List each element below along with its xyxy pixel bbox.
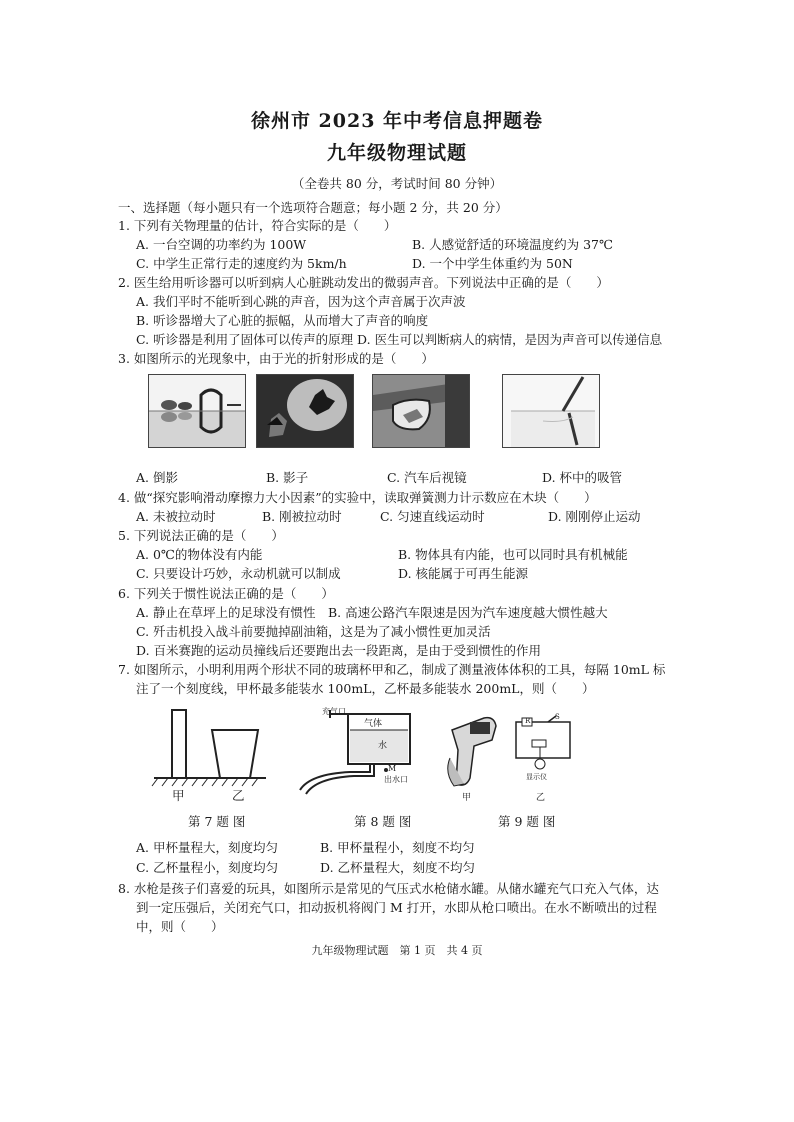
fig8-label-gas: 气体: [364, 719, 383, 729]
q3-stem: 3. 如图所示的光现象中，由于光的折射形成的是（ ）: [118, 351, 434, 366]
figure-7-caption: 第 7 题 图: [188, 814, 246, 829]
figure-8-caption: 第 8 题 图: [354, 814, 412, 829]
exam-title: 徐州市 2023 年中考信息押题卷: [250, 110, 544, 132]
q7-option-c: C. 乙杯量程小，刻度均匀: [136, 860, 279, 875]
q5-option-b: B. 物体具有内能，也可以同时具有机械能: [398, 547, 628, 562]
figure-7-cups: [150, 700, 270, 800]
q4-option-d: D. 刚刚停止运动: [548, 509, 641, 524]
q3-option-b: B. 影子: [266, 470, 309, 485]
fig8-label-outlet: 出水口: [384, 775, 408, 784]
q6-option-c: C. 歼击机投入战斗前要抛掉副油箱，这是为了减小惯性更加灵活: [136, 624, 491, 639]
section-heading: 一、选择题（每小题只有一个选项符合题意；每小题 2 分，共 20 分）: [118, 200, 508, 215]
fig9-label-s: S: [555, 713, 560, 721]
exam-note: （全卷共 80 分，考试时间 80 分钟）: [291, 176, 503, 191]
q4-stem: 4. 做“探究影响滑动摩擦力大小因素”的实验中，读取弹簧测力计示数应在木块（ ）: [118, 490, 597, 505]
q8-line3: 中，则（ ）: [136, 919, 224, 934]
q2-option-cd: C. 听诊器是利用了固体可以传声的原理 D. 医生可以判断病人的病情，是因为声音可以传递信息: [136, 332, 663, 347]
q1-option-d: D. 一个中学生体重约为 50N: [412, 256, 573, 271]
fig7-label-yi: 乙: [232, 788, 245, 803]
q7-option-d: D. 乙杯量程大，刻度不均匀: [320, 860, 476, 875]
q2-option-a: A. 我们平时不能听到心跳的声音，因为这个声音属于次声波: [136, 294, 466, 309]
q1-option-c: C. 中学生正常行走的速度约为 5km/h: [136, 256, 347, 271]
fig8-label-water: 水: [378, 741, 388, 751]
fig9-label-jia: 甲: [462, 793, 472, 803]
photo-shadow: [256, 374, 354, 448]
exam-subtitle: 九年级物理试题: [326, 142, 467, 164]
q5-option-a: A. 0℃的物体没有内能: [136, 547, 263, 562]
q7-stem-line1: 7. 如图所示，小明利用两个形状不同的玻璃杯甲和乙，制成了测量液体体积的工具，每隔 10mL 标: [118, 662, 666, 677]
q7-option-a: A. 甲杯量程大，刻度均匀: [136, 840, 278, 855]
q5-stem: 5. 下列说法正确的是（ ）: [118, 528, 284, 543]
fig8-label-m: M: [388, 764, 397, 773]
q4-option-a: A. 未被拉动时: [136, 509, 216, 524]
q3-option-a: A. 倒影: [136, 470, 178, 485]
fig9-label-display: 显示仪: [526, 773, 547, 781]
fig9-label-r: R: [525, 717, 531, 725]
q1-option-a: A. 一台空调的功率约为 100W: [136, 237, 307, 252]
q8-line2: 到一定压强后，关闭充气口，扣动扳机将阀门 M 打开，水即从枪口喷出。在水不断喷出的过程: [136, 900, 657, 915]
q5-option-d: D. 核能属于可再生能源: [398, 566, 529, 581]
q6-option-ab: A. 静止在草坪上的足球没有惯性 B. 高速公路汽车限速是因为汽车速度越大惯性越大: [136, 605, 608, 620]
q2-stem: 2. 医生给用听诊器可以听到病人心脏跳动发出的微弱声音。下列说法中正确的是（ ）: [118, 275, 609, 290]
q4-option-c: C. 匀速直线运动时: [380, 509, 485, 524]
photo-reflection: [148, 374, 246, 448]
photo-rear-mirror: [372, 374, 470, 448]
q3-option-d: D. 杯中的吸管: [542, 470, 623, 485]
q6-stem: 6. 下列关于惯性说法正确的是（ ）: [118, 586, 334, 601]
fig7-label-jia: 甲: [172, 788, 185, 803]
q5-option-c: C. 只要设计巧妙，永动机就可以制成: [136, 566, 341, 581]
q1-stem: 1. 下列有关物理量的估计，符合实际的是（ ）: [118, 218, 397, 233]
q7-option-b: B. 甲杯量程小，刻度不均匀: [320, 840, 475, 855]
photo-straw-in-cup: [502, 374, 600, 448]
q3-option-c: C. 汽车后视镜: [387, 470, 467, 485]
figure-8-water-tank: [290, 700, 420, 800]
q6-option-d: D. 百米赛跑的运动员撞线后还要跑出去一段距离，是由于受到惯性的作用: [136, 643, 542, 658]
q1-option-b: B. 人感觉舒适的环境温度约为 37℃: [412, 237, 613, 252]
q4-option-b: B. 刚被拉动时: [262, 509, 342, 524]
q7-stem-line2: 注了一个刻度线，甲杯最多能装水 100mL，乙杯最多能装水 200mL，则（ ）: [136, 681, 595, 696]
q8-line1: 8. 水枪是孩子们喜爱的玩具，如图所示是常见的气压式水枪储水罐。从储水罐充气口充入气体，达: [118, 881, 659, 896]
fig9-label-yi: 乙: [536, 793, 546, 803]
figure-9-caption: 第 9 题 图: [498, 814, 556, 829]
page-footer: 九年级物理试题 第 1 页 共 4 页: [311, 944, 483, 957]
q2-option-b: B. 听诊器增大了心脏的振幅，从而增大了声音的响度: [136, 313, 429, 328]
fig8-label-inlet: 充气口: [322, 707, 346, 716]
